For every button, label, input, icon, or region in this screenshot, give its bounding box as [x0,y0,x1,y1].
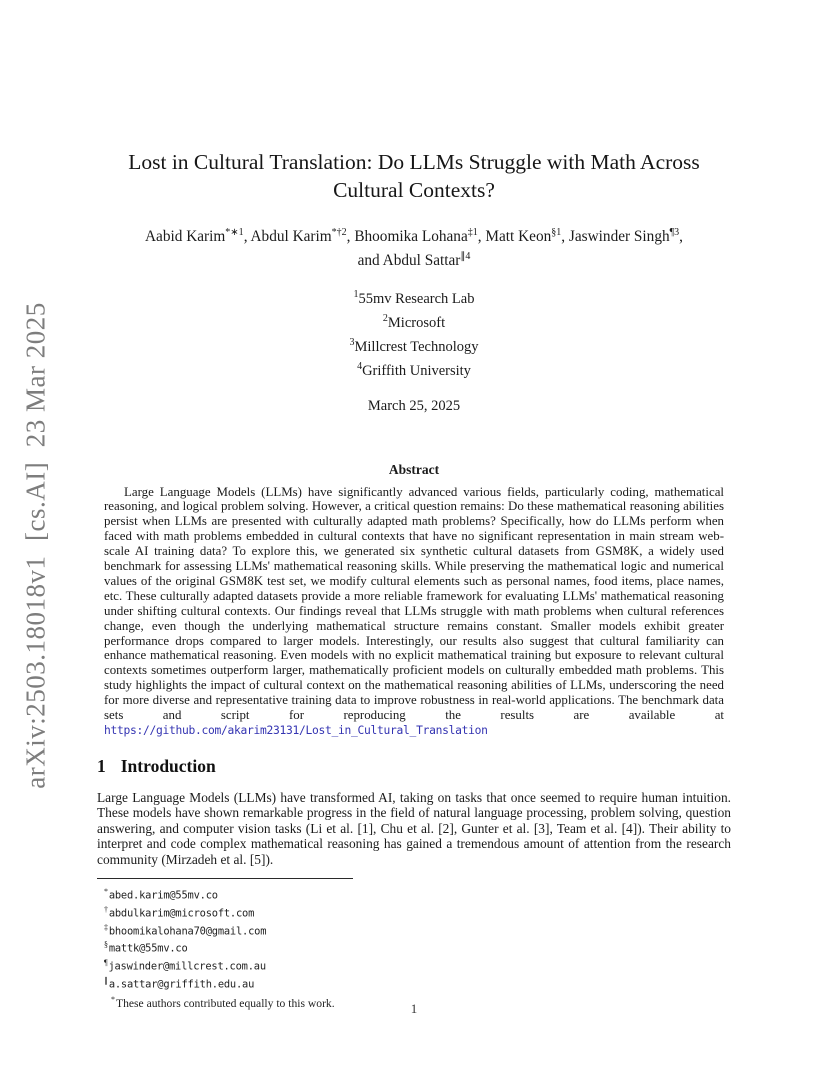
page-number: 1 [410,1001,418,1016]
publication-date: March 25, 2025 [367,397,461,414]
paper-title-line1: Lost in Cultural Translation: Do LLMs Struggle with Math Across [128,150,700,174]
author-name: Abdul Karim$^{*\dagger 2}$, [250,227,355,246]
footnote-divider [97,878,353,879]
author-marks: §1 [551,227,562,238]
footnote-email: ∥a.sattar@griffith.edu.au [104,975,255,991]
footnote-marker: ¶ [104,958,108,968]
arxiv-watermark: arXiv:2503.18018v1 [cs.AI] 23 Mar 2025 [20,302,51,789]
author-marks: ∥4 [460,251,471,263]
footnote-marker: † [104,904,108,914]
footnote-marker: * [104,887,108,896]
affiliation: $^4$Griffith University [357,360,471,379]
author-name: and Abdul Sattar$^{\parallel 4}$ [357,251,471,270]
introduction-paragraph: Large Language Models (LLMs) have transformed AI, taking on tasks that once seemed to require human intuition. These models have shown remarkable progress in the field of natural language processing, problem solving, question answering, and computer vision tasks (Li et al. [1], Chu et al. [2], Gunter et al. [3], Team et al. [4]). Their ability to interpret and code complex mathematical reasoning has gained a tremendous amount of attention from the research community (Mirzadeh et al. [5]). [97,789,731,867]
github-repo-link[interactable]: https://github.com/akarim23131/Lost_in_Cultural_Translation [104,724,488,737]
author-marks: ‡1 [467,227,478,238]
abstract-heading: Abstract [388,461,440,477]
footnote-block [97,878,732,1010]
paper-title-line2: Cultural Contexts? [333,178,495,202]
paper-title [97,148,731,204]
footnote-marker: * [111,994,115,1004]
footnote-email: ¶jaswinder@millcrest.com.au [104,958,266,973]
author-name: Bhoomika Lohana$^{\ddagger 1}$, [354,227,486,246]
footnote-marker: ∥ [104,975,108,985]
equal-contribution-note: *These authors contributed equally to this work. [111,994,335,1010]
author-marks: *†2 [331,227,347,238]
footnote-email: †abdulkarim@microsoft.com [104,904,255,920]
author-marks: *∗1 [225,227,244,238]
author-name: Jaswinder Singh$^{\P 3}$, [568,227,683,246]
section-heading-introduction [97,756,731,777]
affiliation-list [97,285,731,380]
author-marks: ¶3 [669,227,680,238]
affiliation: $^2$Microsoft [382,313,446,331]
section-number: 1 [97,755,106,776]
affiliation: $^1$55mv Research Lab [353,289,475,308]
abstract-text [104,485,724,739]
footnote-email: §mattk@55mv.co [104,940,188,955]
author-line [97,223,731,271]
footnote-marker: ‡ [104,922,108,932]
section-title: Introduction [120,755,216,776]
author-name: Matt Keon$^{\S 1}$, [485,227,569,246]
author-name: Aabid Karim$^{*∗1}$, [145,227,251,246]
footnote-email: *abed.karim@55mv.co [104,887,218,902]
footnote-marker: § [104,940,108,950]
abstract-paragraph: Large Language Models (LLMs) have significantly advanced various fields, particularly coding, mathematical reasoning, and logical problem solving. However, a critical question remains: Do these mathematical reasoning abilities persist when LLMs are presented with culturally adapted math problems? Specifically, how do LLMs perform when faced with math problems embedded in cultural contexts that have no significant representation in main stream web-scale AI training data? To explore this, we generated six synthetic cultural datasets from GSM8K, a widely used benchmark for assessing LLMs' mathematical reasoning skills. While preserving the mathematical logic and numerical values of the original GSM8K test set, we modify cultural elements such as personal names, food items, place names, etc. These culturally adapted datasets provide a more reliable framework for evaluating LLMs' mathematical reasoning under shifting cultural contexts. Our findings reveal that LLMs struggle with math problems when cultural references change, even though the underlying mathematical structure remains constant. Smaller models exhibit greater performance drops compared to larger models. Interestingly, our results also suggest that cultural familiarity can enhance mathematical reasoning. Even models with no explicit mathematical training but exposure to relevant cultural contexts sometimes outperform larger, mathematically proficient models on culturally embedded math problems. This study highlights the impact of cultural context on the mathematical reasoning abilities of LLMs, underscoring the need for more diverse and representative training data to improve robustness in real-world applications. The benchmark data sets and script for reproducing the results are available at [104,484,724,723]
affiliation: $^3$Millcrest Technology [349,336,479,355]
footnote-email: ‡bhoomikalohana70@gmail.com [104,922,267,937]
